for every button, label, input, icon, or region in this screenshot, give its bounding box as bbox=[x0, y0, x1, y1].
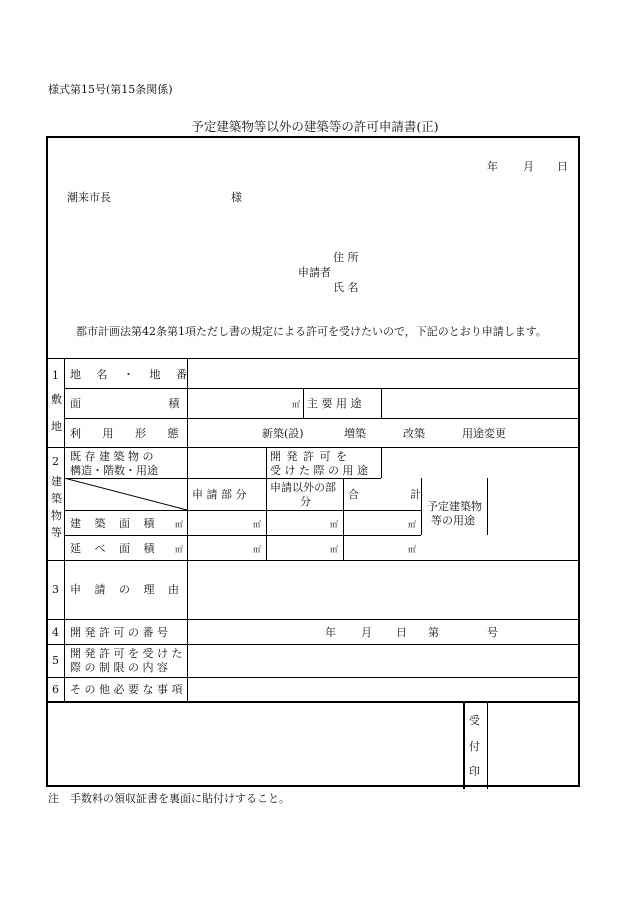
applicant-address-label: 住 所 bbox=[333, 251, 359, 264]
floor-area-applied-unit: ㎡ bbox=[253, 545, 261, 554]
area-label: 面 積 bbox=[70, 397, 180, 410]
diagonal-divider bbox=[64, 478, 188, 511]
col-planned-use-header-1: 予定建築物 bbox=[427, 500, 482, 513]
permit-number-year: 年 bbox=[325, 626, 336, 639]
date-month: 月 bbox=[523, 160, 534, 173]
section1-number: 1 bbox=[52, 369, 59, 382]
existing-building-label-1: 既 存 建 築 物 の bbox=[70, 450, 154, 463]
main-use-label: 主 要 用 途 bbox=[307, 397, 362, 410]
col-total-header-1: 合 bbox=[348, 488, 359, 501]
section3-number: 3 bbox=[52, 583, 59, 596]
addressee-honorific: 様 bbox=[231, 191, 242, 204]
application-form bbox=[46, 136, 580, 787]
permit-number-go: 号 bbox=[487, 626, 498, 639]
receipt-char: 受 bbox=[469, 714, 480, 727]
section1-group-label bbox=[51, 394, 62, 432]
col-other-header-1: 申請以外の部 bbox=[270, 481, 336, 494]
permit-number-day: 日 bbox=[396, 626, 407, 639]
section2-group-char: 等 bbox=[51, 526, 62, 539]
col-total-header-2: 計 bbox=[410, 488, 421, 501]
col-applied-header: 申 請 部 分 bbox=[192, 488, 247, 501]
building-area-label: 建 築 面 積 bbox=[70, 517, 155, 530]
land-use-option-new: 新築(設) bbox=[262, 427, 304, 440]
section4-label: 開 発 許 可 の 番 号 bbox=[70, 626, 168, 639]
section5-label-2: 際 の 制 限 の 内 容 bbox=[70, 661, 168, 674]
floor-area-total-unit: ㎡ bbox=[408, 545, 416, 554]
section1-group-char: 地 bbox=[51, 420, 62, 433]
section5-label-1: 開 発 許 可 を 受 け た bbox=[70, 647, 183, 660]
section2-group-label bbox=[51, 476, 62, 538]
receipt-char: 印 bbox=[469, 765, 480, 778]
section6-number: 6 bbox=[52, 683, 59, 696]
area-unit: ㎡ bbox=[292, 400, 300, 409]
applicant-label: 申請者 bbox=[298, 266, 331, 279]
permit-number-dai: 第 bbox=[428, 626, 439, 639]
floor-area-label: 延 べ 面 積 bbox=[70, 542, 155, 555]
section5-number: 5 bbox=[52, 654, 59, 667]
section6-label: そ の 他 必 要 な 事 項 bbox=[70, 683, 183, 696]
document-title: 予定建築物等以外の建築等の許可申請書(正) bbox=[191, 119, 439, 134]
applicant-name-label: 氏 名 bbox=[333, 281, 359, 294]
addressee-name: 潮来市長 bbox=[67, 191, 111, 204]
permit-number-month: 月 bbox=[361, 626, 372, 639]
land-use-option-change: 用途変更 bbox=[462, 427, 506, 440]
col-other-header-2: 分 bbox=[300, 495, 311, 508]
building-area-applied-unit: ㎡ bbox=[253, 520, 261, 529]
section2-group-char: 物 bbox=[51, 509, 62, 522]
col-planned-use-header-2: 等の用途 bbox=[431, 514, 475, 527]
building-area-other-unit: ㎡ bbox=[330, 520, 338, 529]
land-use-label: 利 用 形 態 bbox=[70, 427, 179, 440]
date-year: 年 bbox=[487, 160, 498, 173]
floor-area-other-unit: ㎡ bbox=[330, 545, 338, 554]
receipt-stamp-label bbox=[469, 715, 480, 777]
dev-permit-use-label-2: 受 け た 際 の 用 途 bbox=[270, 464, 368, 477]
date-day: 日 bbox=[557, 160, 568, 173]
dev-permit-use-label-1: 開 発 許 可 を bbox=[270, 450, 348, 463]
application-statement: 都市計画法第42条第1項ただし書の規定による許可を受けたいので，下記のとおり申請します。 bbox=[76, 325, 547, 338]
section2-number: 2 bbox=[52, 455, 59, 468]
land-use-option-extension: 増築 bbox=[344, 427, 366, 440]
building-area-total-unit: ㎡ bbox=[408, 520, 416, 529]
area-label-row bbox=[70, 398, 184, 409]
receipt-char: 付 bbox=[469, 739, 480, 753]
section1-group-char: 敷 bbox=[51, 393, 62, 406]
footer-note: 注 手数料の領収証書を裏面に貼付けすること。 bbox=[48, 792, 290, 805]
section3-label: 申 請 の 理 由 bbox=[70, 583, 179, 596]
building-area-unit: ㎡ bbox=[175, 520, 183, 529]
section2-group-char: 築 bbox=[51, 492, 62, 505]
section2-group-char: 建 bbox=[51, 475, 62, 488]
form-number: 様式第15号(第15条関係) bbox=[48, 83, 173, 96]
floor-area-unit: ㎡ bbox=[175, 545, 183, 554]
existing-building-label-2: 構造・階数・用途 bbox=[70, 464, 158, 477]
land-use-option-rebuild: 改築 bbox=[403, 427, 425, 440]
section4-number: 4 bbox=[52, 626, 59, 639]
location-label: 地 名 ・ 地 番 bbox=[70, 368, 193, 381]
